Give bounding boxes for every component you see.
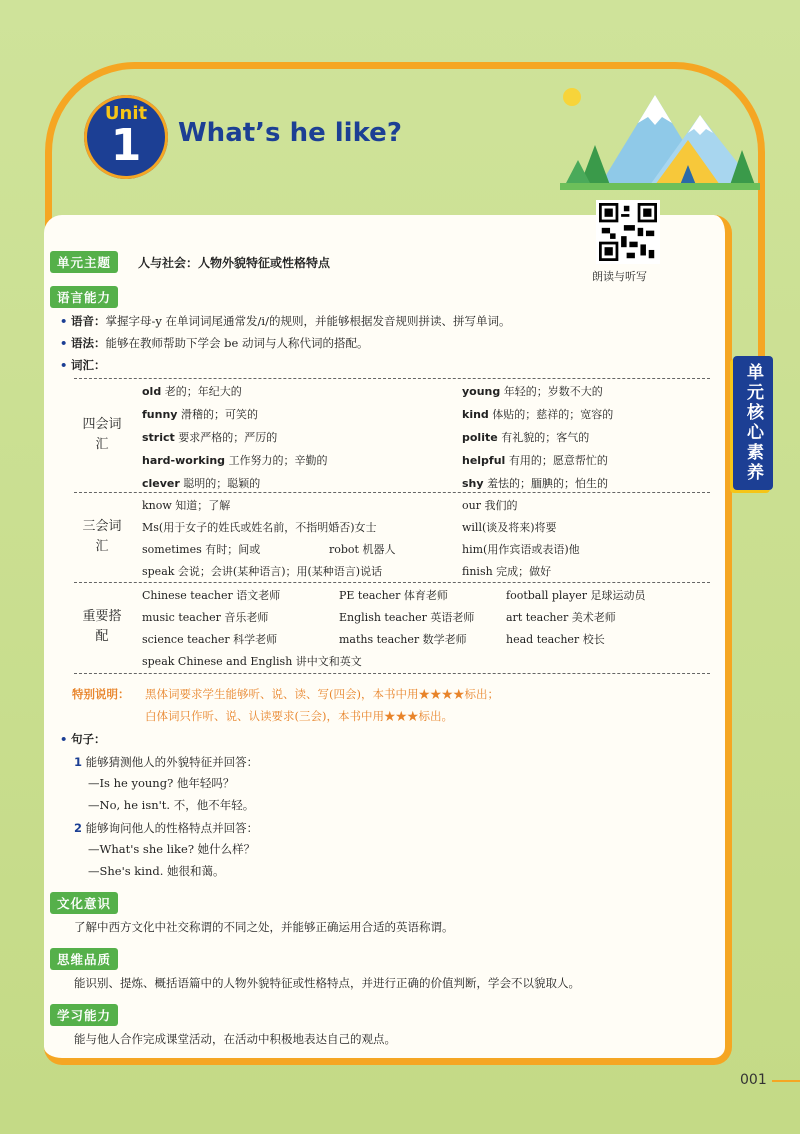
special-note-line-2: 白体词只作听、说、认读要求(三会)，本书中用★★★标出。 [145, 709, 453, 723]
sihui-label: 四会词汇 [82, 417, 122, 452]
vocab-item: sometimes 有时；间或 [142, 543, 261, 556]
vocab-item: art teacher 美术老师 [506, 611, 616, 624]
sentence-item-2: 2 能够询问他人的性格特点并回答： [74, 821, 259, 835]
vocab-item: robot 机器人 [329, 543, 396, 556]
sentence-line: —What's she like? 她什么样？ [88, 842, 256, 856]
dapei-label: 重要搭配 [82, 609, 122, 644]
vocab-item: science teacher 科学老师 [142, 633, 278, 646]
vocab-item: him(用作宾语或表语)他 [462, 543, 580, 556]
pronunciation-text: 掌握字母-y 在单词词尾通常发/i/的规则，并能够根据发音规则拼读、拼写单词。 [105, 314, 511, 328]
grammar-label: 语法： [71, 336, 106, 350]
vocab-item: English teacher 英语老师 [339, 611, 475, 624]
page-number-rule [772, 1080, 800, 1082]
language-tag: 语言能力 [50, 286, 118, 308]
special-note-line-1: 黑体词要求学生能够听、说、读、写(四会)，本书中用★★★★标出； [145, 687, 499, 701]
vocab-item: will(谈及将来)将要 [462, 521, 557, 534]
sentences-label: 句子： [71, 732, 106, 746]
vocab-item: maths teacher 数学老师 [339, 633, 467, 646]
learning-text: 能与他人合作完成课堂活动，在活动中积极地表达自己的观点。 [74, 1032, 396, 1046]
vocab-item: PE teacher 体育老师 [339, 589, 448, 602]
vocab-item: our 我们的 [462, 499, 518, 512]
grammar-line [60, 335, 369, 351]
grammar-text: 能够在教师帮助下学会 be 动词与人称代词的搭配。 [105, 336, 369, 350]
vocab-item: clever 聪明的；聪颖的 [142, 477, 261, 490]
mountain-scene-illustration [560, 75, 760, 190]
theme-tag: 单元主题 [50, 251, 118, 273]
sentences-heading [60, 731, 106, 747]
vocab-item: kind 体贴的；慈祥的；宽容的 [462, 408, 614, 421]
theme-text: 人与社会：人物外貌特征或性格特点 [138, 256, 331, 270]
sentence-item-1: 1 能够猜测他人的外貌特征并回答： [74, 755, 259, 769]
vocab-item: hard-working 工作努力的；辛勤的 [142, 454, 328, 467]
vocab-item: speak 会说；会讲(某种语言)；用(某种语言)说话 [142, 565, 383, 578]
thinking-tag: 思维品质 [50, 948, 118, 970]
vocab-item: finish 完成；做好 [462, 565, 552, 578]
vocab-line [60, 357, 106, 373]
sentence-line: —No, he isn't. 不，他不年轻。 [88, 798, 255, 812]
vocab-item: music teacher 音乐老师 [142, 611, 269, 624]
vocab-item: head teacher 校长 [506, 633, 605, 646]
culture-tag: 文化意识 [50, 892, 118, 914]
bullet-icon: • [60, 358, 68, 372]
unit-badge [84, 95, 168, 179]
sentence-line: —She's kind. 她很和蔼。 [88, 864, 225, 878]
sentence-line: —Is he young? 他年轻吗？ [88, 776, 235, 790]
bullet-icon: • [60, 732, 68, 746]
bullet-icon: • [60, 314, 68, 328]
sun-icon [563, 88, 581, 106]
vocab-section-dapei [74, 582, 710, 674]
culture-text: 了解中西方文化中社交称谓的不同之处，并能够正确运用合适的英语称谓。 [74, 920, 454, 934]
qr-caption: 朗读与听写 [592, 270, 647, 283]
vocab-item: young 年轻的；岁数不大的 [462, 385, 603, 398]
vocab-item: football player 足球运动员 [506, 589, 646, 602]
unit-number: 1 [110, 120, 142, 171]
vocab-section-sanhui [74, 492, 710, 582]
learning-tag: 学习能力 [50, 1004, 118, 1026]
special-note-label: 特别说明： [72, 687, 130, 701]
unit-title: What’s he like? [178, 118, 402, 148]
vocab-section-sihui [74, 378, 710, 492]
vocab-item: polite 有礼貌的；客气的 [462, 431, 590, 444]
vocab-item: speak Chinese and English 讲中文和英文 [142, 655, 362, 668]
thinking-text: 能识别、提炼、概括语篇中的人物外貌特征或性格特点，并进行正确的价值判断，学会不以貌取人。 [74, 976, 580, 990]
vocab-item: shy 羞怯的；腼腆的；怕生的 [462, 477, 609, 490]
qr-code-icon[interactable] [596, 200, 660, 264]
vocab-item: old 老的；年纪大的 [142, 385, 242, 398]
vocab-label: 词汇： [71, 358, 106, 372]
vocab-item: helpful 有用的；愿意帮忙的 [462, 454, 608, 467]
vocab-item: strict 要求严格的；严厉的 [142, 431, 278, 444]
vocab-item: know 知道；了解 [142, 499, 231, 512]
pronunciation-label: 语音： [71, 314, 106, 328]
vocab-item: Ms(用于女子的姓氏或姓名前，不指明婚否)女士 [142, 521, 377, 534]
unit-label: Unit [104, 103, 148, 124]
vocab-item: Chinese teacher 语文老师 [142, 589, 281, 602]
sanhui-label: 三会词汇 [82, 519, 122, 554]
side-tab-core-literacy: 单元核心素养 [733, 356, 773, 490]
pronunciation-line [60, 313, 510, 329]
bullet-icon: • [60, 336, 68, 350]
vocab-item: funny 滑稽的；可笑的 [142, 408, 258, 421]
page-number: 001 [740, 1072, 767, 1088]
